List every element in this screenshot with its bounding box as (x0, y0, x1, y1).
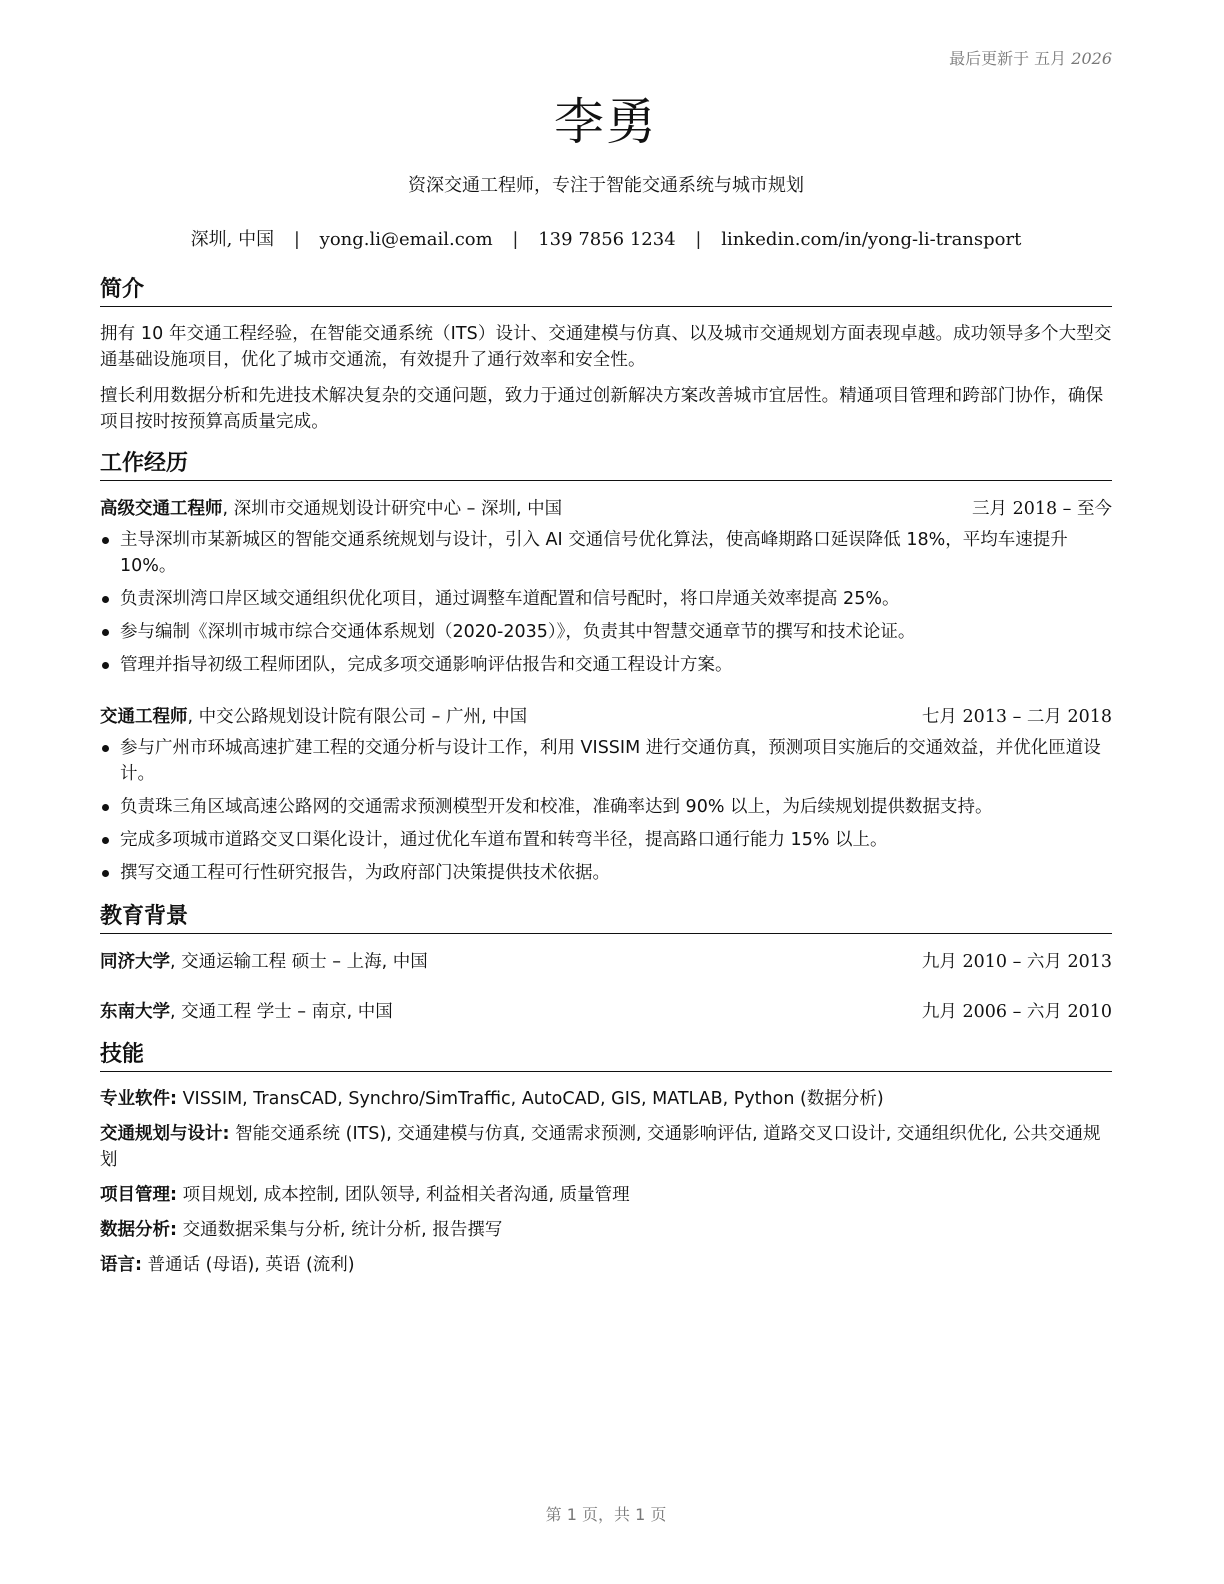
education-item (100, 999, 1112, 1025)
skill-value: 普通话 (母语), 英语 (流利) (142, 1255, 355, 1275)
skill-line (100, 1182, 1116, 1208)
skill-line (100, 1217, 1116, 1243)
job-org: , 深圳市交通规划设计研究中心 – 深圳, 中国 (222, 499, 563, 519)
section-title-experience: 工作经历 (100, 450, 1112, 481)
contact-location: 深圳, 中国 (190, 229, 275, 250)
job-bullet: 撰写交通工程可行性研究报告，为政府部门决策提供技术依据。 (100, 860, 1112, 886)
contact-line (100, 225, 1112, 251)
education-detail: , 交通运输工程 硕士 – 上海, 中国 (170, 952, 428, 972)
job-header (100, 704, 1112, 730)
skill-line (100, 1086, 1116, 1112)
skill-value: 智能交通系统 (ITS), 交通建模与仿真, 交通需求预测, 交通影响评估, 道路交叉口设计, 交通组织优化, 公共交通规划 (100, 1124, 1101, 1170)
education-school: 同济大学 (100, 952, 170, 972)
job-dates: 七月 2013 – 二月 2018 (921, 707, 1112, 727)
education-dates: 九月 2006 – 六月 2010 (921, 1002, 1112, 1022)
skill-label: 数据分析: (100, 1220, 177, 1240)
last-updated-label: 最后更新于 五月 (949, 49, 1067, 68)
job-org: , 中交公路规划设计院有限公司 – 广州, 中国 (187, 707, 528, 727)
skill-value: 交通数据采集与分析, 统计分析, 报告撰写 (177, 1220, 503, 1240)
section-title-skills: 技能 (100, 1041, 1112, 1072)
contact-email[interactable]: yong.li@email.com (319, 229, 493, 250)
job-role: 交通工程师 (100, 707, 188, 727)
contact-separator: | (512, 229, 519, 250)
job-bullet: 负责深圳湾口岸区域交通组织优化项目，通过调整车道配置和信号配时，将口岸通关效率提高 25%。 (100, 586, 1112, 612)
contact-separator: | (695, 229, 702, 250)
job-bullets (100, 527, 1112, 685)
last-updated-year: 2026 (1071, 49, 1112, 68)
skill-label: 语言: (100, 1255, 142, 1275)
contact-separator: | (293, 229, 300, 250)
job-bullet: 参与编制《深圳市城市综合交通体系规划（2020-2035）》，负责其中智慧交通章节的撰写和技术论证。 (100, 619, 1112, 645)
skill-value: 项目规划, 成本控制, 团队领导, 利益相关者沟通, 质量管理 (177, 1185, 630, 1205)
skill-line (100, 1121, 1116, 1173)
job-dates: 三月 2018 – 至今 (972, 499, 1112, 519)
skill-label: 专业软件: (100, 1089, 177, 1109)
job-bullet: 参与广州市环城高速扩建工程的交通分析与设计工作，利用 VISSIM 进行交通仿真，预测项目实施后的交通效益，并优化匝道设计。 (100, 735, 1112, 787)
job-bullet: 负责珠三角区域高速公路网的交通需求预测模型开发和校准，准确率达到 90% 以上，为后续规划提供数据支持。 (100, 794, 1112, 820)
contact-linkedin[interactable]: linkedin.com/in/yong-li-transport (721, 229, 1022, 250)
skill-value: VISSIM, TransCAD, Synchro/SimTraffic, AutoCAD, GIS, MATLAB, Python (数据分析) (177, 1089, 884, 1109)
last-updated (949, 46, 1112, 69)
skill-label: 交通规划与设计: (100, 1124, 230, 1144)
headline: 资深交通工程师，专注于智能交通系统与城市规划 (408, 175, 804, 196)
job-bullet: 主导深圳市某新城区的智能交通系统规划与设计，引入 AI 交通信号优化算法，使高峰期路口延误降低 18%，平均车速提升 10%。 (100, 527, 1112, 579)
section-title-education: 教育背景 (100, 903, 1112, 934)
resume-page (100, 0, 1112, 1584)
summary-paragraph: 拥有 10 年交通工程经验，在智能交通系统（ITS）设计、交通建模与仿真、以及城市交通规划方面表现卓越。成功领导多个大型交通基础设施项目，优化了城市交通流，有效提升了通行效率和安全性。 (100, 324, 1112, 370)
person-name: 李勇 (554, 93, 658, 151)
skill-line (100, 1252, 1116, 1278)
skill-label: 项目管理: (100, 1185, 177, 1205)
summary-paragraph: 擅长利用数据分析和先进技术解决复杂的交通问题，致力于通过创新解决方案改善城市宜居性。精通项目管理和跨部门协作，确保项目按时按预算高质量完成。 (100, 386, 1104, 432)
education-detail: , 交通工程 学士 – 南京, 中国 (170, 1002, 393, 1022)
job-bullets (100, 735, 1112, 893)
section-title-summary: 简介 (100, 276, 1112, 307)
job-header (100, 496, 1112, 522)
job-role: 高级交通工程师 (100, 499, 223, 519)
contact-phone: 139 7856 1234 (538, 229, 676, 250)
job-bullet: 完成多项城市道路交叉口渠化设计，通过优化车道布置和转弯半径，提高路口通行能力 15% 以上。 (100, 827, 1112, 853)
education-item (100, 949, 1112, 975)
job-bullet: 管理并指导初级工程师团队，完成多项交通影响评估报告和交通工程设计方案。 (100, 652, 1112, 678)
education-school: 东南大学 (100, 1002, 170, 1022)
page-footer: 第 1 页，共 1 页 (545, 1505, 667, 1524)
education-dates: 九月 2010 – 六月 2013 (921, 952, 1112, 972)
